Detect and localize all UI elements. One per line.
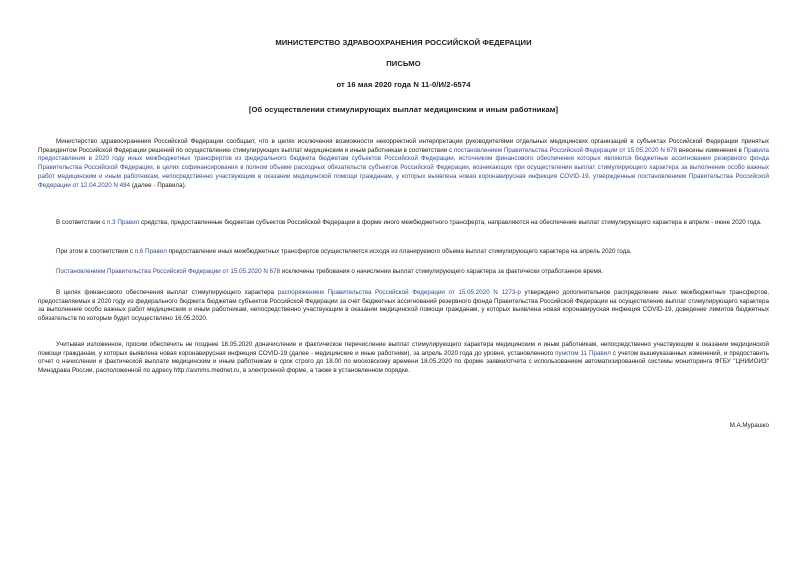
paragraph-5-text-1: В целях финансового обеспечения выплат стимулирующего характера [56,289,278,296]
signature: М.А.Мурашко [729,422,769,429]
document-type: ПИСЬМО [386,59,421,68]
paragraph-3-text-1: При этом в соответствии с [56,248,135,255]
paragraph-1 [38,138,769,190]
document-date-number: от 16 мая 2020 года N 11-0/И/2-6574 [336,80,471,89]
paragraph-5 [38,289,769,324]
paragraph-3-text-2: предоставление иных межбюджетных трансфертов осуществляется исходя из планируемого объема выплат стимулирующего характера на апрель 2020 года. [166,248,632,255]
paragraph-6 [38,341,769,376]
paragraph-2 [38,219,769,228]
paragraph-1-text-1: Министерство здравоохранения Российской Федерации сообщает, что в целях исключения возможности некорректной интерпретации руководителями отдельных медицинских организаций в субъектах Российской Федерации принятых Президентом Российской Федерации решений по осуществлению стимулирующих выплат медицинским и иным работникам в соответствии с [38,138,769,154]
paragraph-6-text-2: с учетом вышеуказанных изменений, и предоставить отчет о начислении и фактической выплате медицинским и иным работникам в срок строго до 18.00 по московскому времени 18.05.2020 по форме заявки/отчета с использованием автоматизированной системы мониторинга ФГБУ "ЦНИИОИЗ" Минздрава России, расположенной по адресу http://asmms.mednet.ru, в электронной форме, а также в установленном порядке. [38,349,769,375]
document-subject: [Об осуществлении стимулирующих выплат медицинским и иным работникам] [248,105,559,114]
paragraph-2-text-1: В соответствии с [56,219,107,226]
link-rules[interactable]: Правила предоставления в 2020 году иных межбюджетных трансфертов из федерального бюджета бюджетам субъектов Российской Федерации, источником финансового обеспечения которых являются бюджетные ассигнования резервного фонда Правительства Российской Федерации, в целях софинансирования в полном объеме расходных обязательств субъектов Российской Федерации, возникающих при осуществлении выплат стимулирующего характера за выполнение особо важных работ медицинским и иным работникам, непосредственно участвующим в оказании медицинской помощи гражданам, у которых выявлена новая коронавирусная инфекция COVID-19, утвержденные постановлением Правительства Российской Федерации от 12.04.2020 N 484 [38,146,769,189]
paragraph-2-text-2: средства, предоставленные бюджетам субъектов Российской Федерации в форме иного межбюджетного трансферта, направляются на обеспечение выплат стимулирующего характера в апреле - июне 2020 года. [139,219,762,226]
paragraph-4 [38,268,769,277]
link-resolution-678[interactable]: постановлением Правительства Российской Федерации от 15.05.2020 N 678 [453,146,678,154]
paragraph-1-text-2: внесены изменения в [677,146,744,154]
link-resolution-678-2[interactable]: Постановлением Правительства Российской Федерации от 15.05.2020 N 678 [56,268,281,275]
link-order-1273[interactable]: распоряжением Правительства Российской Федерации от 15.05.2020 N 1273-р [277,289,521,296]
paragraph-5-text-2: утверждено дополнительное распределение иных межбюджетных трансфертов, предоставляемых в 2020 году из федерального бюджета бюджетам субъектов Российской Федерации за счет бюджетных ассигнований резервного фонда Правительства Российской Федерации на осуществление выплат стимулирующего характера за выполнение особо важных работ медицинским и иным работникам, непосредственно участвующим в оказании медицинской помощи гражданам, у которых выявлена новая коронавирусная инфекция COVID-19, доведение лимитов бюджетных обязательств по которым будет осуществлено 16.05.2020. [38,289,769,323]
ministry-title: МИНИСТЕРСТВО ЗДРАВООХРАНЕНИЯ РОССИЙСКОЙ ФЕДЕРАЦИИ [275,38,532,47]
paragraph-4-text-1: исключены требования о начислении выплат стимулирующего характера за фактически отработанное время. [280,268,603,275]
paragraph-1-text-3: (далее - Правила). [130,181,187,189]
link-rules-p11[interactable]: пунктом 11 Правил [555,349,611,357]
link-rules-p6[interactable]: п.6 Правил [134,248,167,255]
paragraph-6-text-1: Учитывая изложенное, просим обеспечить не позднее 18.05.2020 доначисление и фактическое перечисление выплат стимулирующего характера медицинским и иным работникам, непосредственно участвующим в оказании медицинской помощи гражданам, у которых выявлена новая коронавирусная инфекция COVID-19 (далее - медицинские и иные работники), за апрель 2020 года до уровня, установленного [38,341,769,357]
link-rules-p3[interactable]: п.3 Правил [106,219,140,226]
paragraph-3 [38,248,769,257]
